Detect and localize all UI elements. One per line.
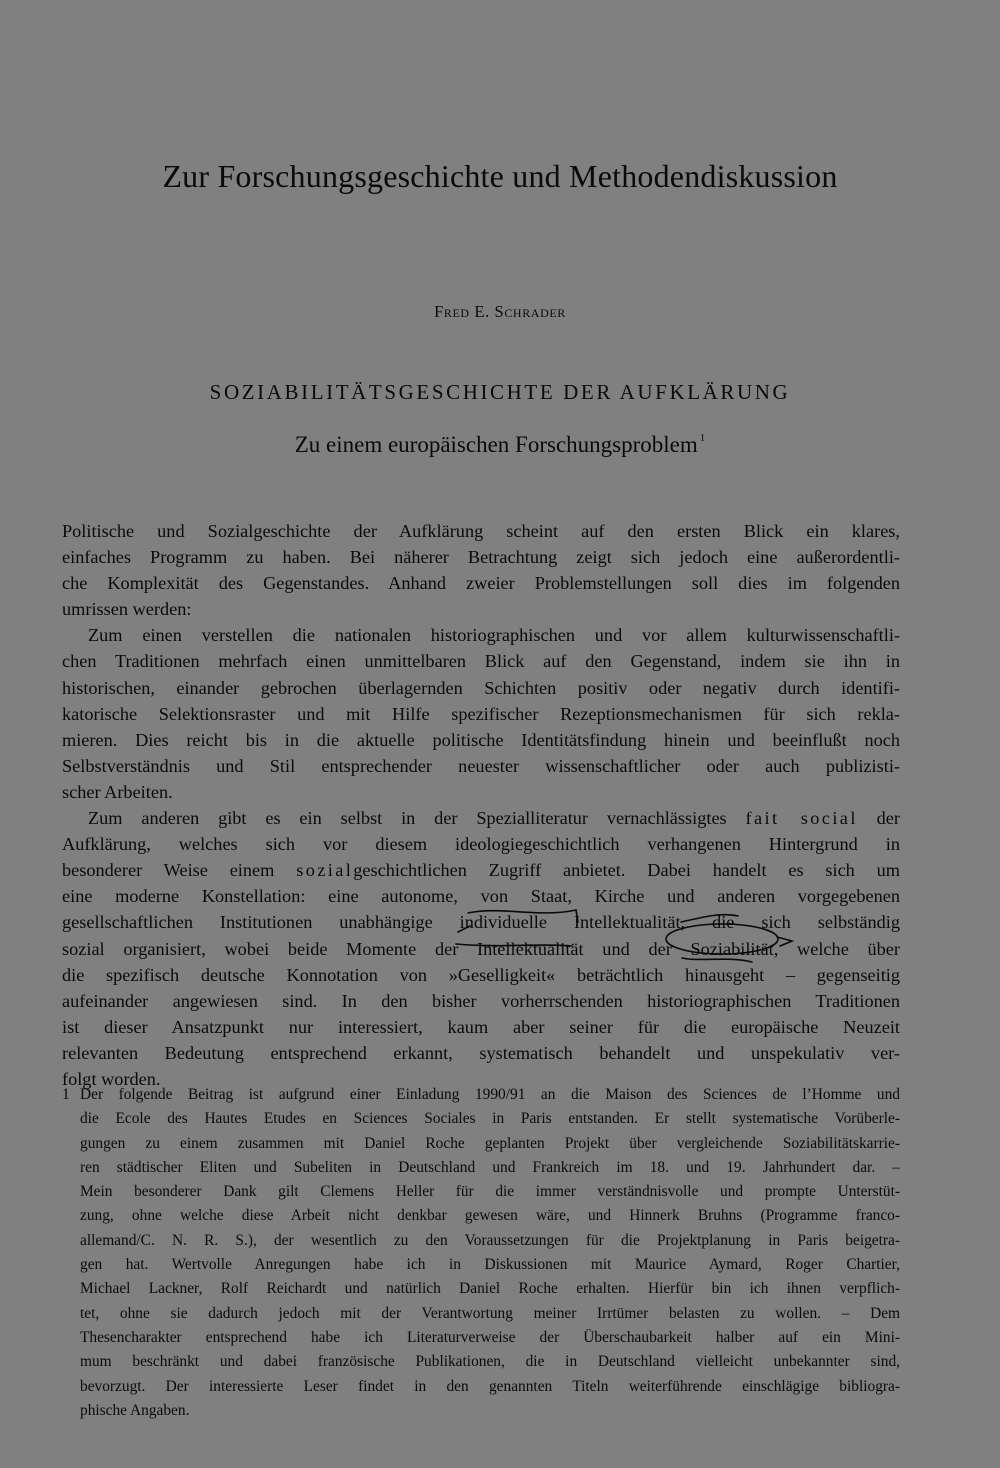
emphasized-term: sozial [296,860,354,881]
author-name: Fred E. Schrader [434,302,566,321]
body-line: mieren. Dies reicht bis in die aktuelle politische Identitätsfindung hinein und beeinflußt noch [62,729,900,750]
body-line: gesellschaftlichen Institutionen unabhängige individuelle Intellektualität, die sich selbständig [62,912,900,933]
footnote-line: phische Angaben. [80,1401,190,1419]
article-subtitle [0,432,1000,458]
footnote-line: Der folgende Beitrag ist aufgrund einer Einladung 1990/91 an die Maison des Sciences de l’Homme und [80,1086,900,1103]
body-line: einfaches Programm zu haben. Bei näherer Betrachtung zeigt sich jedoch eine außerordentli- [62,547,900,568]
body-line: folgt worden. [62,1068,161,1089]
body-line [62,805,900,831]
body-line: umrissen werden: [62,599,192,620]
emphasized-term: fait social [745,808,858,829]
footnote-line: tet, ohne sie dadurch jedoch mit der Verantwortung meiner Irrtümer belasten zu wollen. – Dem [80,1304,900,1322]
body-line: Selbstverständnis und Stil entsprechender neuester wissenschaftlicher oder auch publizisti- [62,755,900,776]
footnote-line: die Ecole des Hautes Etudes en Sciences Sociales in Paris entstanden. Er stellt systematische Vorüberle- [80,1110,900,1128]
footnote-line: Thesencharakter entsprechend habe ich Literaturverweise der Überschaubarkeit halber auf ein Mini- [80,1328,900,1346]
body-line: die spezifisch deutsche Konnotation von »Geselligkeit« beträchtlich hinausgeht – gegenseitig [62,964,900,985]
body-line: historischen, einander gebrochen überlagernden Schichten positiv oder negativ durch identifi- [62,677,900,698]
footnote-line: bevorzugt. Der interessierte Leser findet in den genannten Titeln weiterführende einschlägige bibliogra- [80,1377,900,1395]
article-title: SOZIABILITÄTSGESCHICHTE DER AUFKLÄRUNG [209,380,791,404]
body-line [62,857,900,883]
subtitle-text: Zu einem europäischen Forschungsproblem [294,432,698,457]
body-line: chen Traditionen mehrfach einen unmittelbaren Blick auf den Gegenstand, indem sie ihn in [62,651,900,672]
body-line: katorische Selektionsraster und mit Hilfe spezifischer Rezeptionsmechanismen für sich rekla- [62,703,900,724]
footnote-line: allemand/C. N. R. S.), der wesentlich zu den Voraussetzungen für die Projektplanung in Paris beigetra- [80,1231,900,1249]
body-line: Politische und Sozialgeschichte der Aufklärung scheint auf den ersten Blick ein klares, [62,521,900,541]
body-line: scher Arbeiten. [62,781,173,802]
footnote-line: Michael Lackner, Rolf Reichardt und natürlich Daniel Roche erhalten. Hierfür bin ich ihnen verpflich- [80,1280,900,1298]
footnote-number: 1 [62,1086,70,1103]
body-text-run: der [876,808,900,829]
footnote-line: ren städtischer Eliten und Subeliten in Deutschland und Frankreich im 18. und 19. Jahrhundert dar. – [80,1158,900,1176]
body-line: aufeinander angewiesen sind. In den bisher vorherrschenden historiographischen Traditionen [62,990,900,1011]
body-line: relevanten Bedeutung entsprechend erkannt, systematisch behandelt und unspekulativ ver- [62,1042,900,1063]
footnote-line: mum beschränkt und dabei französische Publikationen, die in Deutschland vielleicht unbekannter sind, [80,1353,900,1371]
footnote-reference: 1 [699,432,706,444]
body-line: Aufklärung, welches sich vor diesem ideologiegeschichtlich verhangenen Hintergrund in [62,834,900,855]
body-text-run: geschichtlichen Zugriff anbietet. Dabei handelt es sich um [353,860,900,881]
body-line: sozial organisiert, wobei beide Momente der Intellektualität und der Soziabilität, welche über [62,938,900,959]
body-text-run: besonderer Weise einem [62,860,275,881]
body-line: Zum einen verstellen die nationalen historiographischen und vor allem kulturwissenschaftli- [88,625,900,646]
body-line: ist dieser Ansatzpunkt nur interessiert, kaum aber seiner für die europäische Neuzeit [62,1016,900,1037]
footnote-line: Mein besonderer Dank gilt Clemens Heller für die immer verständnisvolle und prompte Unterstüt- [80,1183,900,1201]
footnote-line: gen hat. Wertvolle Anregungen habe ich in Diskussionen mit Maurice Aymard, Roger Chartier, [80,1256,900,1274]
body-text [62,518,900,1092]
footnote [62,1083,900,1423]
section-heading: Zur Forschungsgeschichte und Methodendiskussion [162,158,838,194]
body-text-run: Zum anderen gibt es ein selbst in der Spezialliteratur vernachlässigtes [88,808,727,829]
body-line: eine moderne Konstellation: eine autonome, von Staat, Kirche und anderen vorgegebenen [62,886,900,907]
footnote-line: zung, ohne welche diese Arbeit nicht denkbar gewesen wäre, und Hinnerk Bruhns (Programme franco- [80,1207,900,1225]
body-line: che Komplexität des Gegenstandes. Anhand zweier Problemstellungen soll dies im folgenden [62,573,900,594]
footnote-line: gungen zu einem zusammen mit Daniel Roche geplanten Projekt über vergleichende Soziabilitätskarrie- [80,1134,900,1152]
